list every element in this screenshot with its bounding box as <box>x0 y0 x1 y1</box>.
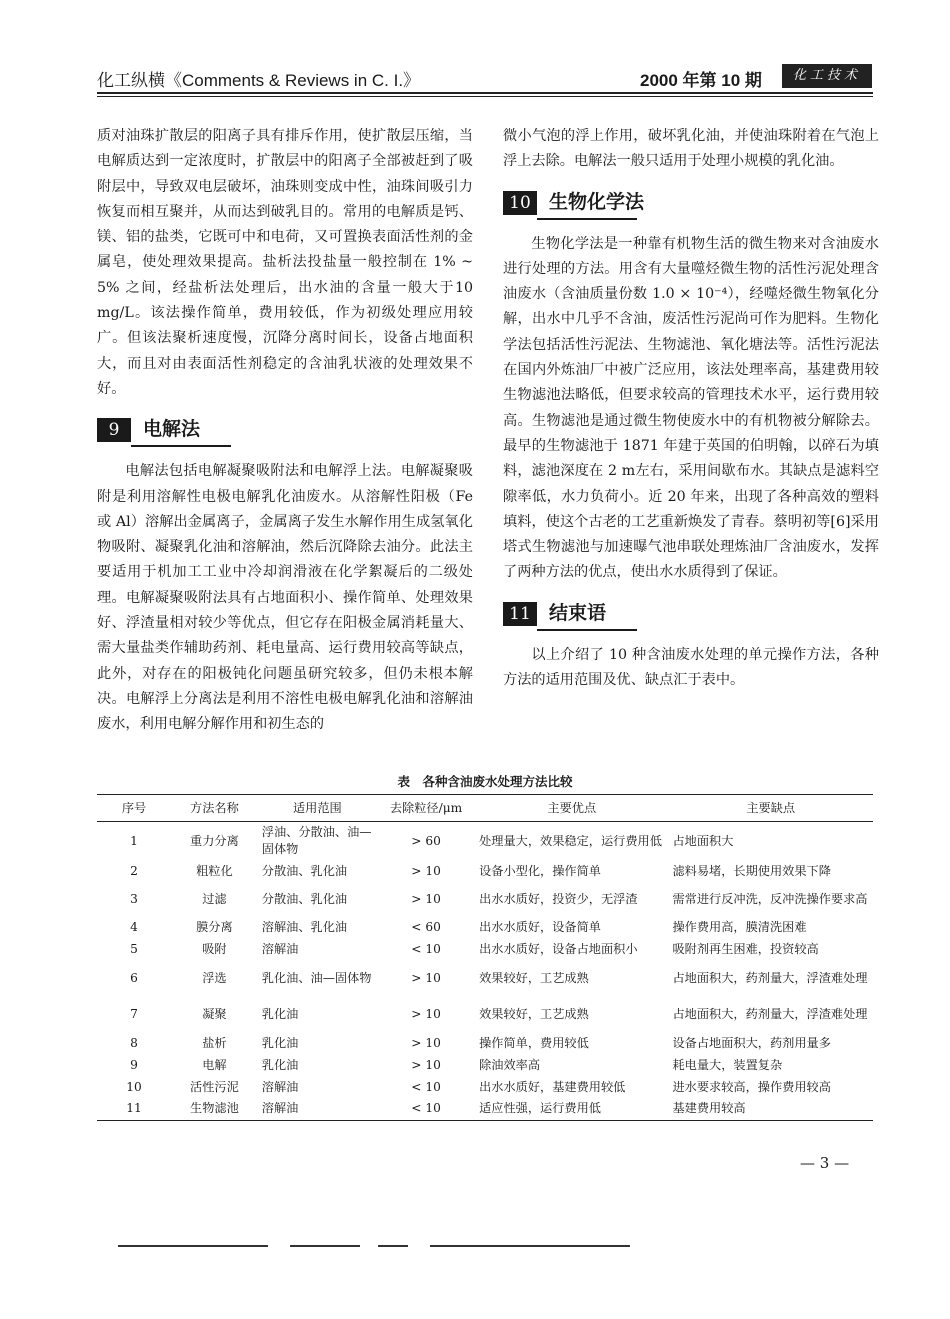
section-title: 结束语 <box>549 602 607 624</box>
application-range-cell: 乳化油 <box>261 1035 299 1050</box>
application-range-cell: 乳化油、油—固体物 <box>261 970 372 985</box>
method-name-cell: 重力分离 <box>190 833 239 848</box>
particle-size-cell: > 10 <box>411 1006 441 1021</box>
section-heading-11 <box>503 599 879 629</box>
paragraph-salting-out: 质对油珠扩散层的阳离子具有排斥作用，使扩散层压缩，当电解质达到一定浓度时，扩散层中的阳离子全部被赶到了吸附层中，导致双电层破坏，油珠则变成中性，油珠间吸引力恢复而相互聚并，从而达到破乳目的。常用的电解质是钙、镁、铝的盐类，它既可中和电荷，又可置换表面活性剂的金属皂，使处理效果提高。盐析法投盐量一般控制在 1% ~ 5% 之间，经盐析法处理后，出水油的含量一般大于10 mg/L。该法操作简单，费用较低，作为初级处理应用较广。但该法聚析速度慢，沉降分离时间长，设备占地面积大，而且对由表面活性剂稳定的含油乳状液的处理效果不好。 <box>97 128 473 397</box>
particle-size-cell: > 10 <box>411 1035 441 1050</box>
journal-title: 化工纵横《Comments & Reviews in C. I.》 <box>97 71 421 90</box>
advantages-cell: 设备小型化，操作简单 <box>479 863 601 878</box>
table-row <box>97 1054 873 1076</box>
method-name-cell: 浮选 <box>202 970 227 985</box>
table-row <box>97 996 873 1032</box>
particle-size-cell: > 10 <box>411 891 441 906</box>
paragraph-electrolysis: 电解法包括电解凝聚吸附法和电解浮上法。电解凝聚吸附是利用溶解性电极电解乳化油废水。从溶解性阳极（Fe 或 Al）溶解出金属离子，金属离子发生水解作用生成氢氧化物吸附、凝聚乳化油和溶解油，然后沉降除去油分。此法主要适用于机加工工业中冷却润滑液在化学絮凝后的二级处理。电解凝聚吸附法具有占地面积小、操作简单、处理效果好、浮渣量相对较少等优点，但它存在阳极金属消耗量大、需大量盐类作辅助药剂、耗电量高、运行费用较高等缺点，此外，对存在的阳极钝化问题虽研究较多，但仍未根本解决。电解浮上分离法是利用不溶性电极电解乳化油和溶解油废水，利用电解分解作用和初生态的 <box>97 463 473 733</box>
table-row <box>97 860 873 882</box>
section-heading-9 <box>97 415 473 445</box>
disadvantages-cell: 占地面积大，药剂量大，浮渣难处理 <box>672 1006 868 1021</box>
paragraph-conclusion: 以上介绍了 10 种含油废水处理的单元操作方法，各种方法的适用范围及优、缺点汇于表中。 <box>503 646 879 689</box>
row-index-cell: 9 <box>130 1057 138 1072</box>
advantages-cell: 效果较好，工艺成熟 <box>479 1006 589 1021</box>
application-range-cell: 溶解油 <box>261 941 299 956</box>
advantages-cell: 除油效率高 <box>479 1057 541 1072</box>
row-index-cell: 8 <box>130 1035 138 1050</box>
particle-size-cell: > 10 <box>411 1057 441 1072</box>
row-index-cell: 6 <box>130 970 138 985</box>
method-name-cell: 生物滤池 <box>171 1098 258 1120</box>
table-row <box>97 1032 873 1054</box>
section-underline <box>131 445 231 447</box>
footer-rule <box>378 1245 408 1247</box>
disadvantages-cell: 耗电量大，装置复杂 <box>672 1057 783 1072</box>
row-index-cell: 1 <box>130 833 138 848</box>
footer-rule <box>430 1245 630 1247</box>
method-name-cell: 凝聚 <box>202 1006 227 1021</box>
column-header: 主要优点 <box>475 795 668 822</box>
application-range-cell: 溶解油 <box>258 1098 377 1120</box>
advantages-cell: 效果较好，工艺成熟 <box>479 970 589 985</box>
section-underline <box>537 629 637 631</box>
column-header: 方法名称 <box>171 795 258 822</box>
particle-size-cell: > 60 <box>411 833 441 848</box>
disadvantages-cell: 占地面积大 <box>672 833 734 848</box>
row-index-cell: 4 <box>130 919 138 934</box>
row-index-cell: 10 <box>126 1079 142 1094</box>
advantages-cell: 出水水质好，设备占地面积小 <box>479 941 638 956</box>
column-header: 适用范围 <box>258 795 377 822</box>
header-divider <box>97 92 873 94</box>
row-index-cell: 5 <box>130 941 138 956</box>
table-row <box>97 822 873 861</box>
footer-rule <box>290 1245 360 1247</box>
page-number: — 3 — <box>800 1154 850 1172</box>
advantages-cell: 处理量大，效果稳定，运行费用低 <box>479 833 662 848</box>
column-header: 去除粒径/μm <box>377 795 475 822</box>
particle-size-cell: < 60 <box>411 919 441 934</box>
right-column <box>503 124 879 693</box>
row-index-cell: 2 <box>130 863 138 878</box>
table-row <box>97 1098 873 1120</box>
application-range-cell: 乳化油 <box>261 1006 299 1021</box>
table-row <box>97 916 873 938</box>
section-number: 11 <box>503 602 537 626</box>
application-range-cell: 分散油、乳化油 <box>261 863 348 878</box>
method-name-cell: 过滤 <box>202 891 227 906</box>
table-row <box>97 882 873 916</box>
disadvantages-cell: 吸附剂再生困难，投资较高 <box>672 941 819 956</box>
disadvantages-cell: 设备占地面积大，药剂用量多 <box>672 1035 831 1050</box>
section-title: 电解法 <box>143 419 201 441</box>
table-row <box>97 1076 873 1098</box>
paragraph-electrolysis-cont: 微小气泡的浮上作用，破坏乳化油，并使油珠附着在气泡上浮上去除。电解法一般只适用于处理小规模的乳化油。 <box>503 128 879 170</box>
advantages-cell: 适应性强，运行费用低 <box>475 1098 668 1120</box>
section-number: 9 <box>97 418 131 442</box>
disadvantages-cell: 操作费用高，膜清洗困难 <box>672 919 807 934</box>
table-row <box>97 938 873 960</box>
journal-logo: 化工技术 <box>782 64 872 88</box>
disadvantages-cell: 占地面积大，药剂量大，浮渣难处理 <box>672 970 868 985</box>
application-range-cell: 溶解油、乳化油 <box>261 919 348 934</box>
left-column <box>97 124 473 738</box>
advantages-cell: 出水水质好，基建费用较低 <box>479 1079 626 1094</box>
method-name-cell: 粗粒化 <box>196 863 233 878</box>
method-name-cell: 活性污泥 <box>190 1079 239 1094</box>
section-heading-10 <box>503 188 879 218</box>
footer-rule <box>118 1245 268 1247</box>
disadvantages-cell: 基建费用较高 <box>668 1098 873 1120</box>
disadvantages-cell: 进水要求较高，操作费用较高 <box>672 1079 831 1094</box>
disadvantages-cell: 需常进行反冲洗，反冲洗操作要求高 <box>672 891 868 906</box>
application-range-cell: 分散油、乳化油 <box>261 891 348 906</box>
application-range-cell: 浮油、分散油、油—固体物 <box>261 825 372 856</box>
disadvantages-cell: 滤料易堵，长期使用效果下降 <box>672 863 831 878</box>
section-underline <box>537 218 637 220</box>
row-index-cell: 3 <box>130 891 138 906</box>
method-name-cell: 盐析 <box>202 1035 227 1050</box>
table-caption: 表 各种含油废水处理方法比较 <box>397 774 573 789</box>
particle-size-cell: > 10 <box>411 970 441 985</box>
table-row <box>97 960 873 996</box>
advantages-cell: 操作简单，费用较低 <box>479 1035 589 1050</box>
paragraph-biochemical: 生物化学法是一种靠有机物生活的微生物来对含油废水进行处理的方法。用含有大量噬烃微生物的活性污泥处理含油废水（含油质量份数 1.0 × 10⁻⁴），经噬烃微生物氧化分解，出水中几乎不含油，废活性污泥尚可作为肥料。生物化学法包括活性污泥法、生物滤池、氧化塘法等。活性污泥法在国内外炼油厂中被广泛应用，该法处理率高，基建费用较生物滤池法略低，但要求较高的管理技术水平，运行费用较高。生物滤池是通过微生物使废水中的有机物被分解除去。最早的生物滤池于 1871 年建于英国的伯明翰，以碎石为填料，滤池深度在 2 m左右，采用间歇布水。其缺点是滤料空隙率低，水力负荷小。近 20 年来，出现了各种高效的塑料填料，使这个古老的工艺重新焕发了青春。蔡明初等[6]采用塔式生物滤池与加速曝气池串联处理炼油厂含油废水，发挥了两种方法的优点，使出水水质得到了保证。 <box>503 235 879 581</box>
application-range-cell: 溶解油 <box>261 1079 299 1094</box>
table-header-row <box>97 795 873 822</box>
particle-size-cell: < 10 <box>377 1098 475 1120</box>
advantages-cell: 出水水质好，投资少，无浮渣 <box>479 891 638 906</box>
issue-label: 2000 年第 10 期 <box>640 71 762 90</box>
method-name-cell: 电解 <box>202 1057 227 1072</box>
application-range-cell: 乳化油 <box>261 1057 299 1072</box>
section-number: 10 <box>503 191 537 215</box>
row-index-cell: 7 <box>130 1006 138 1021</box>
particle-size-cell: < 10 <box>411 941 441 956</box>
method-name-cell: 吸附 <box>202 941 227 956</box>
header-divider-thin <box>97 96 873 97</box>
method-name-cell: 膜分离 <box>196 919 233 934</box>
table-body <box>97 822 873 1121</box>
column-header: 主要缺点 <box>668 795 873 822</box>
column-header: 序号 <box>97 795 171 822</box>
particle-size-cell: < 10 <box>411 1079 441 1094</box>
section-title: 生物化学法 <box>549 191 645 213</box>
row-index-cell: 11 <box>97 1098 171 1120</box>
comparison-table <box>97 794 873 1121</box>
advantages-cell: 出水水质好，设备简单 <box>479 919 601 934</box>
particle-size-cell: > 10 <box>411 863 441 878</box>
